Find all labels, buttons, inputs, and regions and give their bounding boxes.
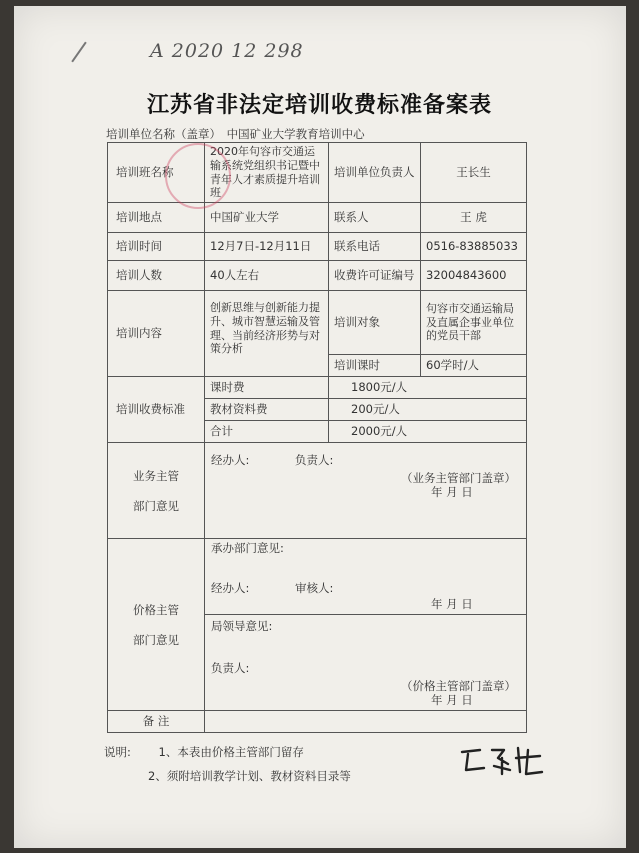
red-seal-stamp <box>165 143 231 209</box>
target-label: 培训对象 <box>329 291 421 355</box>
price-date-1: 年 月 日 <box>431 597 473 611</box>
unit-name-line <box>106 126 367 142</box>
fee-item: 教材资料费 <box>205 399 329 421</box>
count-value: 40人左右 <box>205 261 329 291</box>
bureau-opinion-label: 局领导意见: <box>211 619 273 633</box>
remarks-label: 备 注 <box>108 711 205 733</box>
business-date: 年 月 日 <box>431 485 473 499</box>
dept-opinion-label: 承办部门意见: <box>211 541 284 555</box>
fee-amount: 200元/人 <box>329 399 527 421</box>
fee-label: 培训收费标准 <box>108 377 205 443</box>
row-count <box>108 261 527 291</box>
remarks-value <box>205 711 527 733</box>
license-value: 32004843600 <box>421 261 527 291</box>
bureau-leader: 负责人: <box>211 661 250 675</box>
price-handler: 经办人: <box>211 581 250 595</box>
row-time <box>108 233 527 261</box>
business-opinion-block <box>205 443 527 539</box>
notes-section <box>104 740 351 788</box>
unit-head-label: 培训单位负责人 <box>329 143 421 203</box>
content-label: 培训内容 <box>108 291 205 377</box>
filing-form-table <box>107 142 527 733</box>
business-seal-note: （业务主管部门盖章） <box>401 471 516 485</box>
price-label-line1: 价格主管 <box>133 602 179 617</box>
contact-value: 王 虎 <box>421 203 527 233</box>
price-date-2: 年 月 日 <box>431 693 473 707</box>
phone-value: 0516-83885033 <box>421 233 527 261</box>
unit-head-value: 王长生 <box>421 143 527 203</box>
row-price-opinion <box>108 539 527 615</box>
handwritten-signature <box>458 744 548 778</box>
price-opinion-label <box>108 539 205 711</box>
dept-opinion-block <box>205 539 527 615</box>
content-value: 创新思维与创新能力提升、城市智慧运输及管理、当前经济形势与对策分析 <box>205 291 329 377</box>
contact-label: 联系人 <box>329 203 421 233</box>
business-label-line2: 部门意见 <box>133 498 179 513</box>
business-opinion-label <box>108 443 205 539</box>
row-content <box>108 291 527 355</box>
unit-name-label: 培训单位名称（盖章） <box>106 127 221 141</box>
note-item-1: 1、本表由价格主管部门留存 <box>158 745 304 759</box>
unit-name-value: 中国矿业大学教育培训中心 <box>226 127 365 141</box>
form-title: 江苏省非法定培训收费标准备案表 <box>146 93 492 118</box>
count-label: 培训人数 <box>108 261 205 291</box>
row-remarks <box>108 711 527 733</box>
location-label: 培训地点 <box>108 203 205 233</box>
fee-row <box>108 377 527 399</box>
location-value: 中国矿业大学 <box>205 203 329 233</box>
business-label-line1: 业务主管 <box>133 468 179 483</box>
fee-item: 合计 <box>205 421 329 443</box>
business-leader: 负责人: <box>295 453 334 467</box>
row-location <box>108 203 527 233</box>
bureau-opinion-block <box>205 615 527 711</box>
price-reviewer: 审核人: <box>295 581 334 595</box>
class-name-label: 培训班名称 <box>108 143 205 203</box>
hours-label: 培训课时 <box>329 355 421 377</box>
time-label: 培训时间 <box>108 233 205 261</box>
hours-value: 60学时/人 <box>421 355 527 377</box>
phone-label: 联系电话 <box>329 233 421 261</box>
price-seal-note: （价格主管部门盖章） <box>401 679 516 693</box>
row-business-opinion <box>108 443 527 539</box>
fee-amount: 1800元/人 <box>329 377 527 399</box>
fee-item: 课时费 <box>205 377 329 399</box>
time-value: 12月7日-12月11日 <box>205 233 329 261</box>
business-handler: 经办人: <box>211 453 250 467</box>
notes-label: 说明: <box>104 745 131 759</box>
target-value: 句容市交通运输局及直属企事业单位的党员干部 <box>421 291 527 355</box>
note-item-2: 2、须附培训教学计划、教材资料目录等 <box>148 769 351 783</box>
handwritten-number: A 2020 12 298 <box>150 40 304 62</box>
license-label: 收费许可证编号 <box>329 261 421 291</box>
price-label-line2: 部门意见 <box>133 632 179 647</box>
class-name-value: 2020年句容市交通运输系统党组织书记暨中青年人才素质提升培训班 <box>205 143 329 203</box>
fee-amount: 2000元/人 <box>329 421 527 443</box>
